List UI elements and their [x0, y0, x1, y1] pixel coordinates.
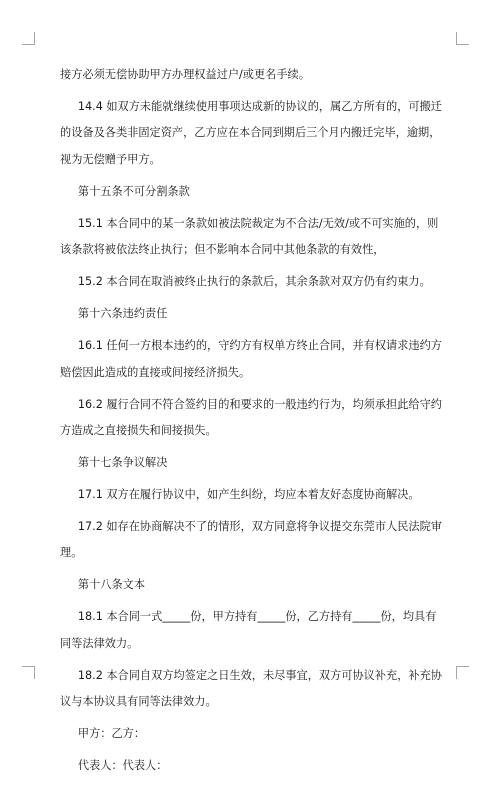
paragraph: 16.1 任何一方根本违约的，守约方有权单方终止合同，并有权请求违约方赔偿因此造成的直接或间接经济损失。: [60, 339, 442, 379]
section-heading: 第十八条文本: [77, 578, 146, 592]
section-heading: 第十六条违约责任: [77, 307, 168, 321]
crop-mark-bottom-right: [456, 666, 469, 679]
signature-party-line: 甲方：乙方：: [77, 727, 146, 741]
section-heading: 第十五条不可分割条款: [77, 184, 190, 198]
paragraph: 15.2 本合同在取消被终止执行的条款后，其余条款对双方仍有约束力。: [77, 275, 431, 289]
paragraph: 18.1 本合同一式_____份，甲方持有_____份，乙方持有_____份，均具有同等法律效力。: [60, 610, 437, 650]
paragraph: 16.2 履行合同不符合签约目的和要求的一般违约行为，均须承担此给守约方造成之直接损失和间接损失。: [60, 397, 442, 438]
paragraph: 17.1 双方在履行协议中，如产生纠纷，均应本着友好态度协商解决。: [77, 488, 420, 502]
section-heading: 第十七条争议解决: [77, 456, 168, 470]
paragraph: 接方必须无偿协助甲方办理权益过户/或更名手续。: [60, 68, 310, 81]
signature-representative-line: 代表人：代表人：: [77, 759, 168, 773]
paragraph: 18.2 本合同自双方均签定之日生效，未尽事宜，双方可协议补充，补充协议与本协议具有同等法律效力。: [60, 668, 442, 709]
document-body: [60, 62, 442, 785]
crop-mark-top-left: [22, 32, 35, 45]
crop-mark-bottom-left: [22, 666, 35, 679]
paragraph: 14.4 如双方未能就继续使用事项达成新的协议的，属乙方所有的，可搬迁的设备及各类非固定资产，乙方应在本合同到期后三个月内搬迁完毕，逾期，视为无偿赠予甲方。: [60, 100, 442, 166]
paragraph: 17.2 如存在协商解决不了的情形，双方同意将争议提交东莞市人民法院审理。: [60, 520, 442, 560]
paragraph: 15.1 本合同中的某一条款如被法院裁定为不合法/无效/或不可实施的，则该条款将被依法终止执行；但不影响本合同中其他条款的有效性，: [60, 216, 439, 257]
crop-mark-top-right: [456, 32, 469, 45]
